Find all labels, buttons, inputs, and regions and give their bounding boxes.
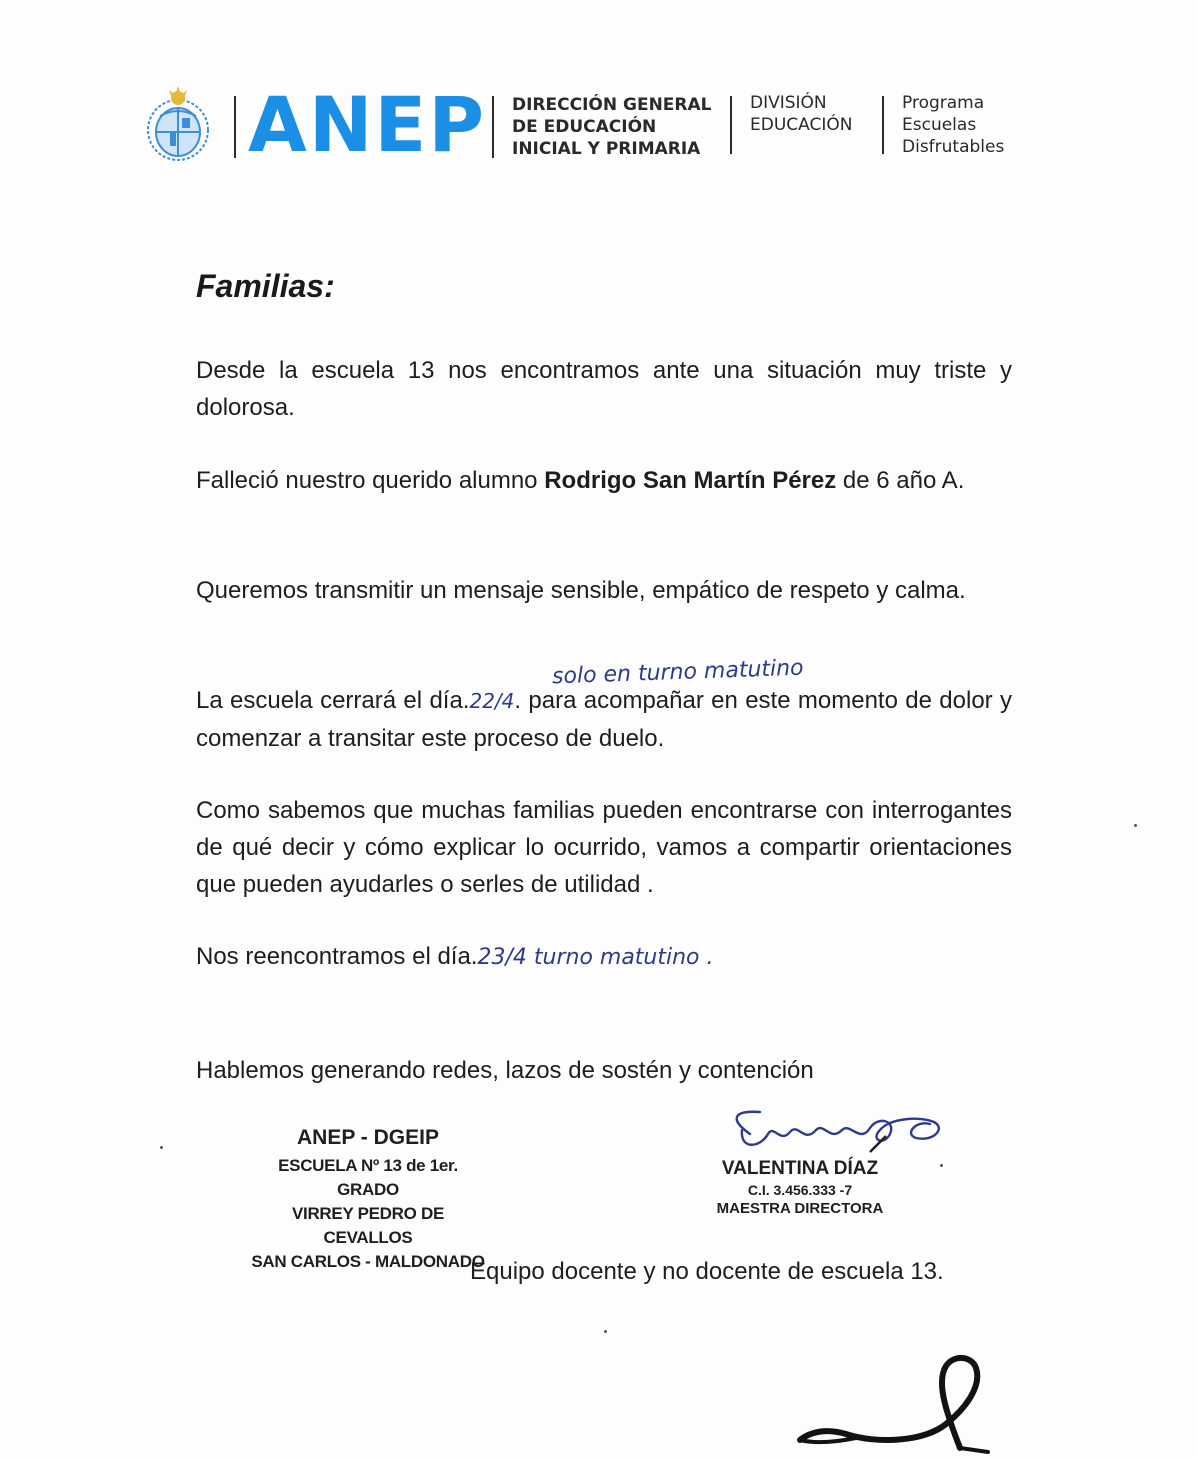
divider: [234, 96, 236, 158]
handwritten-note: solo en turno matutino: [551, 655, 804, 690]
paragraph-1: Desde la escuela 13 nos encontramos ante una situación muy triste y dolorosa.: [196, 357, 1012, 421]
handwritten-return: 23/4 turno matutino .: [477, 945, 714, 970]
anep-logo: ANEP: [248, 80, 487, 169]
divider: [882, 96, 884, 154]
paper-speck: [160, 1146, 163, 1149]
dgeip-heading: DIRECCIÓN GENERAL DE EDUCACIÓN INICIAL Y PRIMARIA: [512, 95, 712, 159]
division-heading: DIVISIÓN EDUCACIÓN: [750, 93, 853, 135]
closing-line: Equipo docente y no docente de escuela 13.: [470, 1258, 944, 1285]
paragraph-4: La escuela cerrará el día.22/4. para acompañar en este momento de dolor y comenzar a transitar este proceso de duelo.: [196, 687, 1012, 752]
divider: [730, 96, 732, 154]
programa-heading: Programa Escuelas Disfrutables: [902, 93, 1005, 157]
handwritten-date: 22/4: [469, 689, 515, 713]
letterhead: [140, 80, 1020, 170]
divider: [492, 96, 494, 158]
greeting: Familias:: [196, 268, 335, 304]
paper-speck: [1134, 824, 1137, 827]
mourning-ribbon-icon: [796, 1352, 996, 1458]
student-name: Rodrigo San Martín Pérez: [544, 467, 837, 494]
coat-of-arms-icon: [140, 86, 216, 166]
paragraph-3: Queremos transmitir un mensaje sensible, empático de respeto y calma.: [196, 577, 966, 604]
paragraph-2: Falleció nuestro querido alumno Rodrigo San Martín Pérez de 6 año A.: [196, 467, 965, 494]
paragraph-6: Nos reencontramos el día.23/4 turno matutino .: [196, 943, 714, 970]
paper-speck: [940, 1164, 943, 1167]
paragraph-5: Como sabemos que muchas familias pueden encontrarse con interrogantes de qué decir y cómo explicar lo ocurrido, vamos a compartir orientaciones que pueden ayudarles o serles de utilidad .: [196, 797, 1012, 898]
paragraph-7: Hablemos generando redes, lazos de sostén y contención: [196, 1057, 814, 1084]
school-stamp: ANEP - DGEIP ESCUELA Nº 13 de 1er. GRADO VIRREY PEDRO DE CEVALLOS SAN CARLOS - MALDONADO: [251, 1126, 485, 1271]
paper-speck: [604, 1330, 607, 1333]
signature-stamp: VALENTINA DÍAZ C.I. 3.456.333 -7 MAESTRA DIRECTORA: [716, 1158, 884, 1217]
